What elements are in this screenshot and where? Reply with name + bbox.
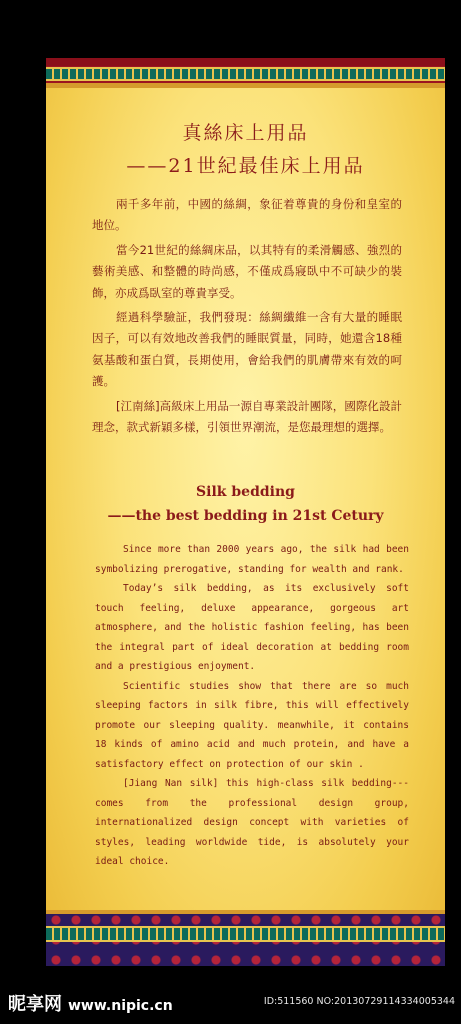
chinese-paragraph: 經過科學驗証，我們發現：絲綢纖維一含有大量的睡眠因子，可以有效地改善我們的睡眠質量，同時，她還含18種氨基酸和蛋白質，長期使用，會給我們的肌膚帶來有效的呵護。 xyxy=(92,310,402,389)
english-title: Silk bedding xyxy=(196,484,295,500)
english-body xyxy=(95,540,409,872)
watermark-url: www.nipic.cn xyxy=(68,998,173,1014)
silk-bedding-poster xyxy=(46,58,445,966)
chinese-title: 真絲床上用品 xyxy=(182,122,309,144)
english-paragraph: [Jiang Nan silk] this high-class silk bedding---comes from the professional design group, internationalized design concept with varieties of styles, leading worldwide tide, is absolutely your ideal choice. xyxy=(95,778,409,867)
top-red-stripe xyxy=(46,58,445,66)
english-paragraph: Since more than 2000 years ago, the silk had been symbolizing prerogative, standing for wealth and rank. xyxy=(95,544,409,575)
chinese-paragraph: 當今21世紀的絲綢床品，以其特有的柔滑觸感、強烈的藝術美感、和整體的時尚感，不僅成爲寢臥中不可缺少的裝飾，亦成爲臥室的尊貴享受。 xyxy=(92,242,402,300)
chinese-body xyxy=(92,194,402,441)
top-greek-key-border xyxy=(46,67,445,81)
english-paragraph: Scientific studies show that there are so much sleeping factors in silk fibre, this will effectively promote our sleeping quality. meanwhile, it contains 18 kinds of amino acid and much protein, and have a satisfactory effect on protection of our skin . xyxy=(95,680,409,770)
top-decorative-band xyxy=(46,58,445,88)
chinese-subtitle: ——21世紀最佳床上用品 xyxy=(126,155,365,177)
bottom-greek-key-border xyxy=(46,926,445,942)
bottom-decorative-band xyxy=(46,910,445,966)
chinese-paragraph: [江南絲]高級床上用品一源自專業設計團隊，國際化設計理念，款式新穎多樣，引領世界潮流，是您最理想的選擇。 xyxy=(92,398,402,435)
english-subtitle: ——the best bedding in 21st Cetury xyxy=(107,508,384,524)
watermark-id: ID:511560 NO:20130729114334005344 xyxy=(263,996,455,1007)
watermark-brand-name: 昵享网 xyxy=(8,994,62,1015)
top-gold-stripe xyxy=(46,83,445,88)
english-paragraph: Today’s silk bedding, as its exclusively soft touch feeling, deluxe appearance, gorgeous art atmosphere, and the holistic fashion feeling, has been the integral part of ideal decoration at bedding room and a prestigious enjoyment. xyxy=(95,583,409,672)
chinese-paragraph: 兩千多年前，中國的絲綢，象征着尊貴的身份和皇室的地位。 xyxy=(92,197,402,233)
bottom-gold-stripe xyxy=(46,910,445,914)
watermark-brand xyxy=(8,990,173,1016)
